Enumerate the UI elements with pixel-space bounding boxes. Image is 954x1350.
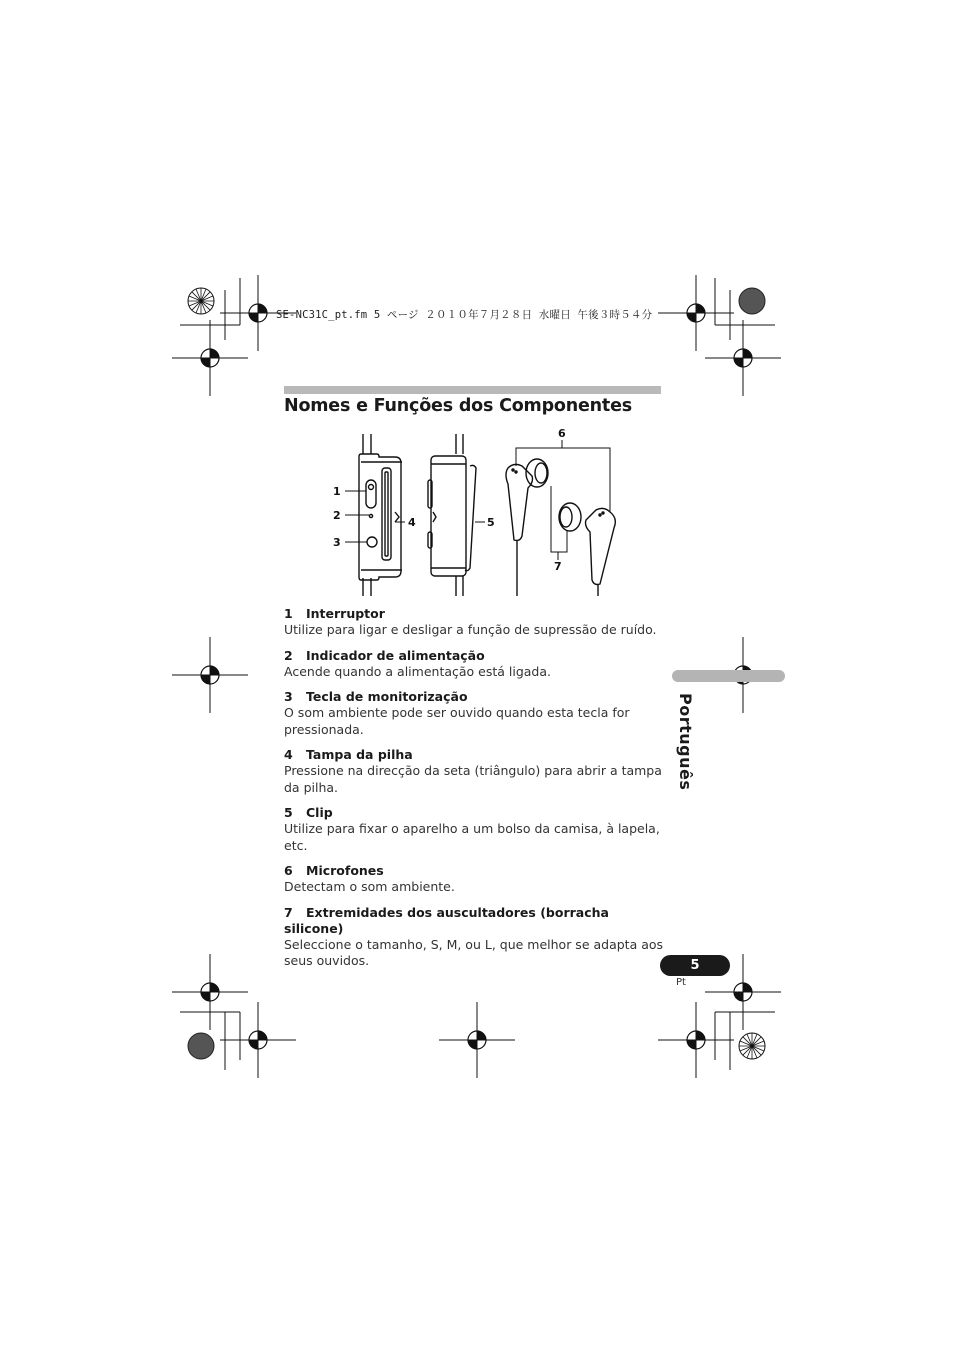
callout-4: 4 (408, 516, 416, 529)
item-number: 6 (284, 863, 293, 878)
page-title: Nomes e Funções dos Componentes (284, 396, 632, 416)
item-description: Seleccione o tamanho, S, M, ou L, que melhor se adapta aos seus ouvidos. (284, 936, 664, 968)
item-description: Acende quando a alimentação está ligada. (284, 663, 551, 679)
print-header: SE-NC31C_pt.fm 5 ページ ２０１０年７月２８日 水曜日 午後３時５４分 (276, 309, 653, 321)
callout-5: 5 (487, 516, 495, 529)
item-heading (284, 905, 664, 937)
item-number: 7 (284, 904, 293, 920)
list-item (284, 689, 664, 738)
item-heading (284, 805, 664, 821)
callout-6: 6 (558, 427, 566, 440)
item-heading (284, 863, 664, 879)
item-heading (284, 606, 664, 622)
item-description: O som ambiente pode ser ouvido quando esta tecla for pressionada. (284, 705, 630, 737)
list-item (284, 648, 664, 681)
section-rule (284, 386, 661, 394)
item-number: 5 (284, 805, 293, 820)
list-item (284, 606, 664, 639)
language-tab-bar (672, 670, 785, 682)
item-title: Clip (306, 805, 333, 820)
list-item (284, 805, 664, 854)
item-title: Tecla de monitorização (306, 689, 468, 704)
item-number: 2 (284, 647, 293, 663)
item-description: Utilize para fixar o aparelho a um bolso da camisa, à lapela, etc. (284, 821, 660, 853)
callout-2: 2 (333, 509, 341, 522)
list-item (284, 863, 664, 896)
item-title: Extremidades dos auscultadores (borracha silicone) (284, 904, 609, 936)
item-title: Microfones (306, 863, 384, 878)
item-number: 4 (284, 747, 293, 762)
list-item (284, 905, 664, 970)
item-heading (284, 648, 664, 664)
page-number: 5 (660, 955, 730, 976)
components-figure (320, 420, 630, 600)
item-description: Detectam o som ambiente. (284, 879, 455, 894)
item-number: 1 (284, 606, 293, 621)
item-description: Pressione na direcção da seta (triângulo) para abrir a tampa da pilha. (284, 763, 662, 795)
page-language-code: Pt (676, 977, 686, 988)
components-list (284, 606, 664, 979)
list-item (284, 747, 664, 796)
item-title: Indicador de alimentação (306, 647, 485, 663)
callout-7: 7 (554, 560, 562, 573)
item-description: Utilize para ligar e desligar a função de supressão de ruído. (284, 622, 657, 637)
item-heading (284, 747, 664, 763)
item-title: Tampa da pilha (306, 747, 413, 762)
language-label: Português (676, 693, 695, 791)
callout-1: 1 (333, 485, 341, 498)
item-number: 3 (284, 689, 293, 704)
callout-3: 3 (333, 536, 341, 549)
item-heading (284, 689, 664, 705)
item-title: Interruptor (306, 606, 385, 621)
